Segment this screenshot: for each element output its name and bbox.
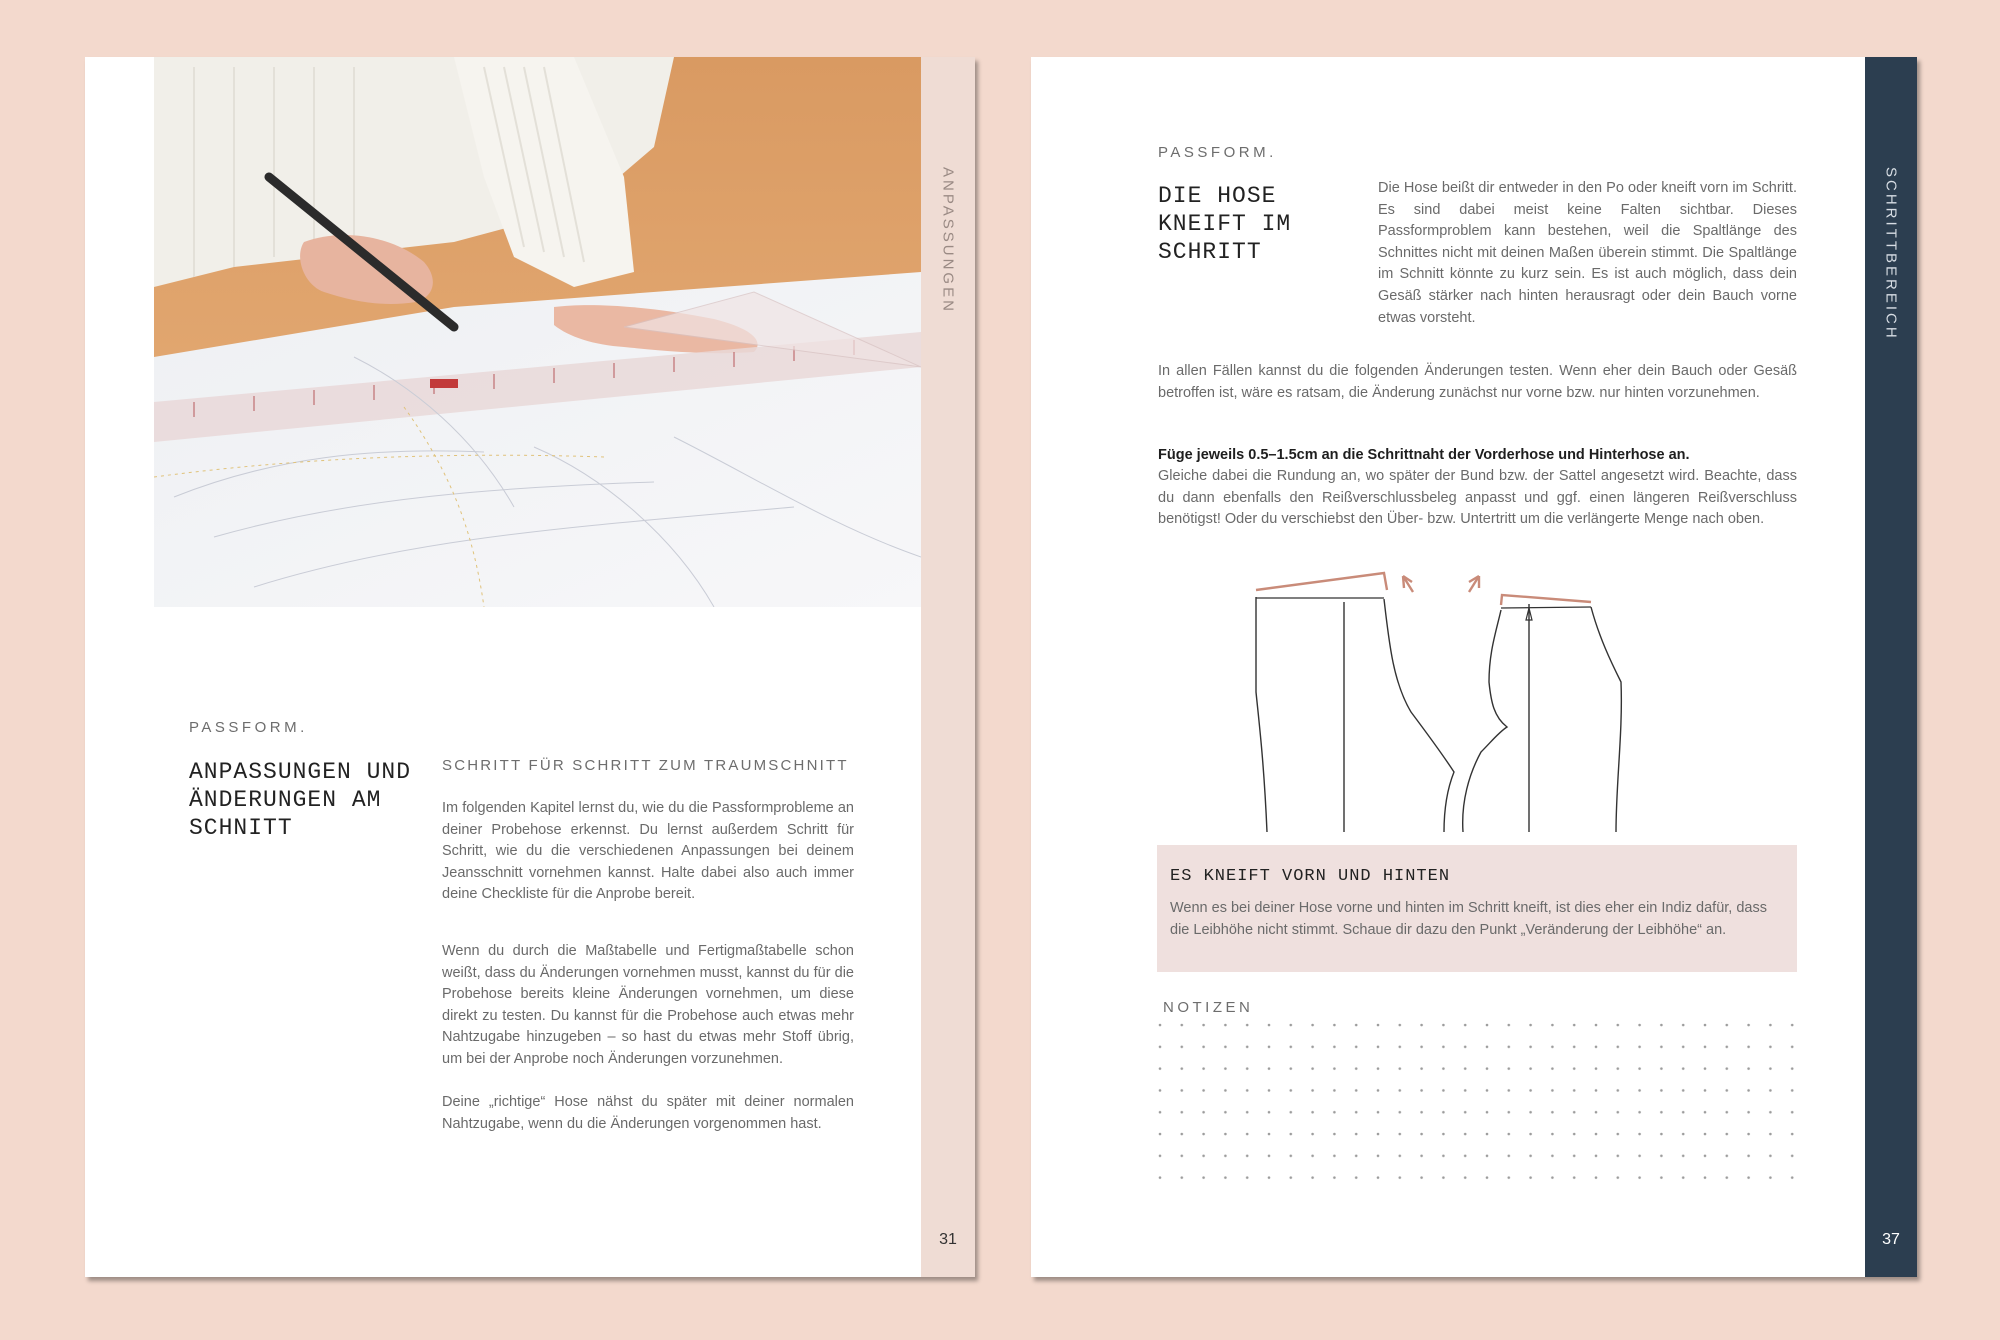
- right-page-title: DIE HOSE KNEIFT IM SCHRITT: [1158, 183, 1292, 265]
- left-paragraph-2: Wenn du durch die Maßtabelle und Fertigmaßtabelle schon weißt, dass du Änderungen vornehmen musst, kannst du für die Probehose bereits kleine Änderungen vornehmen, um diese direkt zu testen. Du kannst für die Probehose auch etwas mehr Nahtzugabe hinzugeben – so hast du etwas mehr Stoff übrig, um bei der Anprobe noch Änderungen vorzunehmen.: [442, 943, 854, 1067]
- left-eyebrow: PASSFORM.: [189, 719, 308, 736]
- notes-label: NOTIZEN: [1163, 999, 1254, 1016]
- left-paragraph-3: Deine „richtige“ Hose nähst du später mit deiner normalen Nahtzugabe, wenn du die Änderungen vorgenommen hast.: [442, 1094, 854, 1132]
- right-paragraph-2: Gleiche dabei die Rundung an, wo später der Bund bzw. der Sattel angesetzt wird. Beachte, dass du dann ebenfalls den Reißverschlussbeleg anpasst und ggf. einen längeren Reißverschluss benötigst! Oder du verschiebst den Über- bzw. Untertritt um die verlängerte Menge nach oben.: [1158, 468, 1797, 528]
- callout-title: ES KNEIFT VORN UND HINTEN: [1170, 867, 1451, 886]
- right-paragraph-1: In allen Fällen kannst du die folgenden Änderungen testen. Wenn eher dein Bauch oder Gesäß betroffen ist, wäre es ratsam, die Änderung zunächst nur vorne bzw. nur hinten vorzunehmen.: [1158, 363, 1797, 401]
- callout-box: [1157, 845, 1797, 972]
- left-page-title: ANPASSUNGEN UND ÄNDERUNGEN AM SCHNITT: [189, 759, 412, 841]
- right-intro: Die Hose beißt dir entweder in den Po oder kneift vorn im Schritt. Es sind dabei meist keine Falten sichtbar. Dieses Passformproblem kann bestehen, weil die Spaltlänge des Schnittes nicht mit deinen Maßen überein stimmt. Die Spaltlänge im Schnitt könnte zu kurz sein. Es ist auch möglich, dass dein Gesäß stärker nach hinten herausragt oder dein Bauch vorne etwas vorsteht.: [1378, 180, 1797, 326]
- page-number: 31: [939, 1231, 957, 1248]
- up-arrow-icon: [1403, 576, 1479, 592]
- right-eyebrow: PASSFORM.: [1158, 144, 1277, 161]
- right-page: [1031, 57, 1917, 1277]
- chapter-tab: [1865, 57, 1917, 1277]
- notes-dot-grid: [1158, 1023, 1798, 1183]
- page-number: 37: [1882, 1231, 1900, 1248]
- left-subheading: SCHRITT FÜR SCHRITT ZUM TRAUMSCHNITT: [442, 757, 849, 774]
- photo-sewing-pattern: [154, 57, 921, 607]
- trouser-pattern-diagram: [1251, 562, 1731, 832]
- chapter-tab-label: ANPASSUNGEN: [939, 167, 957, 314]
- left-paragraph-1: Im folgenden Kapitel lernst du, wie du die Passformprobleme an deiner Probehose erkennst. Du lernst außerdem Schritt für Schritt, wie du die verschiedenen Anpassungen bei deinem Jeansschnitt vornehmen kannst. Halte dabei also auch immer deine Checkliste für die Anprobe bereit.: [442, 800, 854, 903]
- chapter-tab-label: SCHRITTBEREICH: [1882, 167, 1900, 341]
- left-page: [85, 57, 975, 1277]
- callout-text: Wenn es bei deiner Hose vorne und hinten im Schritt kneift, ist dies eher ein Indiz dafür, dass die Leibhöhe nicht stimmt. Schaue dir dazu den Punkt „Veränderung der Leibhöhe“ an.: [1170, 900, 1767, 938]
- chapter-tab: [921, 57, 975, 1277]
- right-bold-line: Füge jeweils 0.5–1.5cm an die Schrittnaht der Vorderhose und Hinterhose an.: [1158, 447, 1690, 463]
